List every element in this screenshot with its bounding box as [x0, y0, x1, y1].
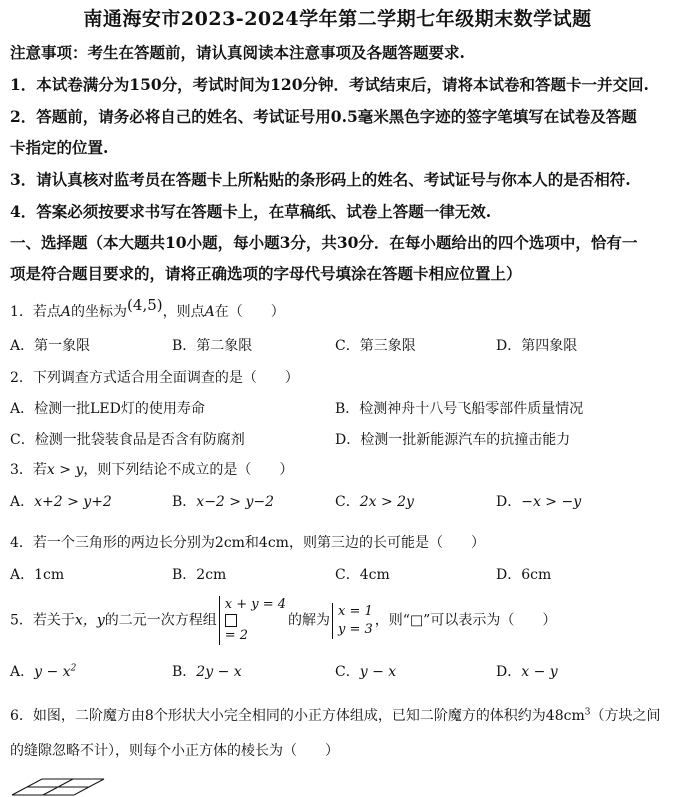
q3-option-a: A．x+2 > y+2 — [10, 494, 112, 510]
question-4-stem: 4．若一个三角形的两边长分别为2cm和4cm，则第三边的长可能是（ ） — [10, 535, 485, 551]
question-6-stem: 6．如图，二阶魔方由8个形状大小完全相同的小正方体组成，已知二阶魔方的体积约为$48cm^3$（方块之间 — [10, 707, 661, 724]
solution-system: x = 1 y = 3 — [332, 603, 373, 639]
question-1-stem: 1．若点A的坐标为(4,5)，则点A在（ ） — [10, 296, 285, 320]
q2-option-a: A．检测一批LED灯的使用寿命 — [10, 401, 205, 417]
section-1-heading-cont: 项是符合题目要求的，请将正确选项的字母代号填涂在答题卡相应位置上） — [10, 264, 522, 283]
equation-system: x + y = 4 = 2 — [219, 596, 286, 645]
q4-option-b: B．2cm — [172, 567, 227, 583]
question-2-stem: 2．下列调查方式适合用全面调查的是（ ） — [10, 370, 299, 386]
q3-option-d: D．−x > −y — [496, 494, 582, 510]
question-6-stem-cont: 的缝隙忽略不计），则每个小正方体的棱长为（ ） — [10, 743, 339, 759]
notes-heading: 注意事项：考生在答题前，请认真阅读本注意事项及各题答题要求. — [10, 43, 465, 62]
q1-option-c: C．第三象限 — [335, 338, 416, 354]
q4-option-d: D．6cm — [496, 567, 552, 583]
q1-option-a: A．第一象限 — [10, 338, 91, 354]
note-2-cont: 卡指定的位置. — [10, 138, 109, 157]
q5-option-a: A．$y - x^2$ — [10, 663, 77, 680]
q4-option-a: A．1cm — [10, 567, 65, 583]
q4-option-c: C．4cm — [335, 567, 390, 583]
q2-option-c: C．检测一批袋装食品是否含有防腐剂 — [10, 432, 245, 448]
note-4: 4．答案必须按要求书写在答题卡上，在草稿纸、试卷上答题一律无效. — [10, 202, 492, 221]
q1-option-b: B．第二象限 — [172, 338, 253, 354]
q5-option-c: C．y − x — [335, 664, 397, 680]
exam-title: 南通海安市2023-2024学年第二学期七年级期末数学试题 — [83, 8, 592, 30]
q3-option-b: B．x−2 > y−2 — [172, 494, 275, 510]
rubiks-cube-figure — [8, 775, 108, 797]
q5-option-d: D．x − y — [496, 664, 558, 680]
q1-option-d: D．第四象限 — [496, 338, 578, 354]
note-2: 2．答题前，请务必将自己的姓名、考试证号用0.5毫米黑色字迹的签字笔填写在试卷及答题 — [10, 107, 637, 126]
note-3: 3．请认真核对监考员在答题卡上所粘贴的条形码上的姓名、考试证号与你本人的是否相符. — [10, 170, 631, 189]
note-1: 1．本试卷满分为150分，考试时间为120分钟．考试结束后，请将本试卷和答题卡一并交回. — [10, 75, 649, 94]
placeholder-box — [225, 614, 237, 627]
q5-option-b: B．2y − x — [172, 664, 242, 680]
section-1-heading: 一、选择题（本大题共10小题，每小题3分，共30分．在每小题给出的四个选项中，恰有一 — [10, 233, 638, 252]
q2-option-d: D．检测一批新能源汽车的抗撞击能力 — [335, 432, 571, 448]
q2-option-b: B．检测神舟十八号飞船零部件质量情况 — [335, 401, 584, 417]
question-3-stem: 3．若x > y，则下列结论不成立的是（ ） — [10, 462, 294, 478]
q3-option-c: C．2x > 2y — [335, 494, 414, 510]
question-5-stem: 5．若关于x，y的二元一次方程组 x + y = 4 = 2 的解为 x = 1 y = 3 ，则“□”可以表示为（ ） — [10, 597, 557, 643]
